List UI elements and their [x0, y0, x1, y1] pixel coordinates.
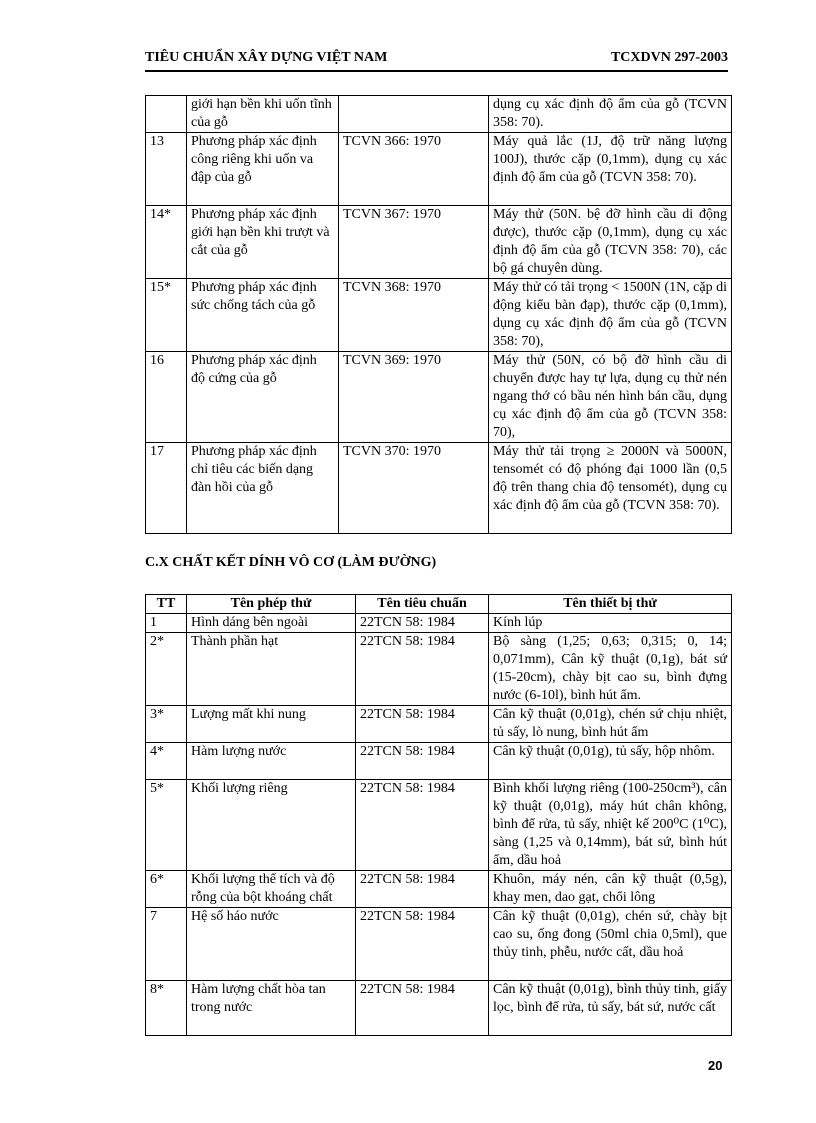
table-header-row	[146, 595, 732, 614]
standard-name: 22TCN 58: 1984	[356, 871, 489, 908]
table-row	[146, 352, 732, 443]
table-row	[146, 981, 732, 1036]
table-row	[146, 871, 732, 908]
row-number: 14*	[146, 206, 187, 279]
row-number: 7	[146, 908, 187, 981]
equipment-desc: dụng cụ xác định độ ẩm của gỗ (TCVN 358: 70).	[489, 96, 732, 133]
table-row	[146, 443, 732, 534]
table-row	[146, 908, 732, 981]
test-name: Hàm lượng nước	[187, 743, 356, 780]
test-name: Phương pháp xác định độ cứng của gỗ	[187, 352, 339, 443]
equipment-desc: Cân kỹ thuật (0,01g), bình thủy tinh, giấy lọc, bình để rửa, tủ sấy, bát sứ, nước cất	[489, 981, 732, 1036]
equipment-desc: Máy thử (50N, có bộ đỡ hình cầu di chuyển được hay tự lựa, dụng cụ thử nén ngang thớ có bầu nén hình bán cầu, dụng cụ xác định độ ẩm của gỗ (TCVN 358: 70),	[489, 352, 732, 443]
table-row	[146, 706, 732, 743]
table-row	[146, 633, 732, 706]
equipment-desc: Máy thử (50N. bệ đỡ hình cầu di động được), thước cặp (0,1mm), dụng cụ xác định độ ẩm của gỗ (TCVN 358: 70), các bộ gá chuyên dùng.	[489, 206, 732, 279]
test-name: Phương pháp xác định công riêng khi uốn va đập của gỗ	[187, 133, 339, 206]
test-name: Lượng mất khi nung	[187, 706, 356, 743]
standard-name: TCVN 366: 1970	[339, 133, 489, 206]
table-row	[146, 279, 732, 352]
equipment-desc: Kính lúp	[489, 614, 732, 633]
row-number: 13	[146, 133, 187, 206]
row-number: 5*	[146, 780, 187, 871]
row-number: 4*	[146, 743, 187, 780]
equipment-desc: Cân kỹ thuật (0,01g), chén sứ chịu nhiệt, tủ sấy, lò nung, bình hút ẩm	[489, 706, 732, 743]
row-number: 17	[146, 443, 187, 534]
standard-name: TCVN 368: 1970	[339, 279, 489, 352]
equipment-desc: Bộ sàng (1,25; 0,63; 0,315; 0, 14; 0,071mm), Cân kỹ thuật (0,1g), bát sứ (15-20cm), chày bịt cao su, bình đựng nước (6-10l), bình hút ẩm.	[489, 633, 732, 706]
table-row	[146, 133, 732, 206]
column-header-equipment: Tên thiết bị thử	[489, 595, 732, 614]
section-title: C.X CHẤT KẾT DÍNH VÔ CƠ (LÀM ĐƯỜNG)	[145, 555, 437, 570]
standard-name: TCVN 367: 1970	[339, 206, 489, 279]
row-number: 16	[146, 352, 187, 443]
page-number: 20	[708, 1058, 723, 1073]
column-header-name: Tên phép thử	[187, 595, 356, 614]
test-name: Phương pháp xác định sức chống tách của gỗ	[187, 279, 339, 352]
standard-name: 22TCN 58: 1984	[356, 743, 489, 780]
standard-name	[339, 96, 489, 133]
wood-test-table	[145, 95, 732, 534]
page-header	[145, 50, 728, 72]
equipment-desc: Máy thử có tải trọng < 1500N (1N, cặp di động kiểu bàn đạp), thước cặp (0,1mm), dụng cụ xác định độ ẩm của gỗ (TCVN 358: 70),	[489, 279, 732, 352]
test-name: Khối lượng thể tích và độ rỗng của bột khoáng chất	[187, 871, 356, 908]
row-number: 6*	[146, 871, 187, 908]
table-row	[146, 206, 732, 279]
table-row	[146, 780, 732, 871]
column-header-no: TT	[146, 595, 187, 614]
test-name: giới hạn bền khi uốn tĩnh của gỗ	[187, 96, 339, 133]
column-header-standard: Tên tiêu chuẩn	[356, 595, 489, 614]
row-number: 3*	[146, 706, 187, 743]
standard-name: 22TCN 58: 1984	[356, 614, 489, 633]
test-name: Phương pháp xác định chỉ tiêu các biến dạng đàn hồi của gỗ	[187, 443, 339, 534]
table-row	[146, 614, 732, 633]
standard-name: TCVN 369: 1970	[339, 352, 489, 443]
row-number: 15*	[146, 279, 187, 352]
test-name: Hệ số háo nước	[187, 908, 356, 981]
standard-name: 22TCN 58: 1984	[356, 633, 489, 706]
standard-name: 22TCN 58: 1984	[356, 908, 489, 981]
test-name: Phương pháp xác định giới hạn bền khi trượt và cắt của gỗ	[187, 206, 339, 279]
standard-name: TCVN 370: 1970	[339, 443, 489, 534]
table-row	[146, 743, 732, 780]
equipment-desc: Cân kỹ thuật (0,01g), chén sứ, chày bịt cao su, ống đong (50ml chia 0,5ml), que thủy tinh, phễu, nước cất, dầu hoả	[489, 908, 732, 981]
row-number	[146, 96, 187, 133]
equipment-desc: Khuôn, máy nén, cân kỹ thuật (0,5g), khay men, dao gạt, chổi lông	[489, 871, 732, 908]
standard-name: 22TCN 58: 1984	[356, 981, 489, 1036]
binder-test-table	[145, 594, 732, 1036]
header-title: TIÊU CHUẨN XÂY DỰNG VIỆT NAM	[145, 50, 388, 65]
test-name: Hàm lượng chất hòa tan trong nước	[187, 981, 356, 1036]
equipment-desc: Bình khối lượng riêng (100-250cm³), cân kỹ thuật (0,01g), máy hút chân không, bình để rửa, tủ sấy, nhiệt kế 200⁰C (1⁰C), sàng (1,25 và 0,14mm), bát sứ, bình hút ẩm, dầu hoả	[489, 780, 732, 871]
row-number: 2*	[146, 633, 187, 706]
equipment-desc: Máy quả lắc (1J, độ trữ năng lượng 100J), thước cặp (0,1mm), dụng cụ xác định độ ẩm của gỗ (TCVN 358: 70).	[489, 133, 732, 206]
row-number: 8*	[146, 981, 187, 1036]
test-name: Khối lượng riêng	[187, 780, 356, 871]
table-row	[146, 96, 732, 133]
row-number: 1	[146, 614, 187, 633]
standard-name: 22TCN 58: 1984	[356, 780, 489, 871]
standard-name: 22TCN 58: 1984	[356, 706, 489, 743]
equipment-desc: Máy thử tải trọng ≥ 2000N và 5000N, tensomét có độ phóng đại 1000 lần (0,5 độ trên thang chia độ tensomét), dụng cụ xác định độ ẩm của gỗ (TCVN 358: 70).	[489, 443, 732, 534]
header-code: TCXDVN 297-2003	[610, 50, 728, 65]
test-name: Hình dáng bên ngoài	[187, 614, 356, 633]
equipment-desc: Cân kỹ thuật (0,01g), tủ sấy, hộp nhôm.	[489, 743, 732, 780]
test-name: Thành phần hạt	[187, 633, 356, 706]
